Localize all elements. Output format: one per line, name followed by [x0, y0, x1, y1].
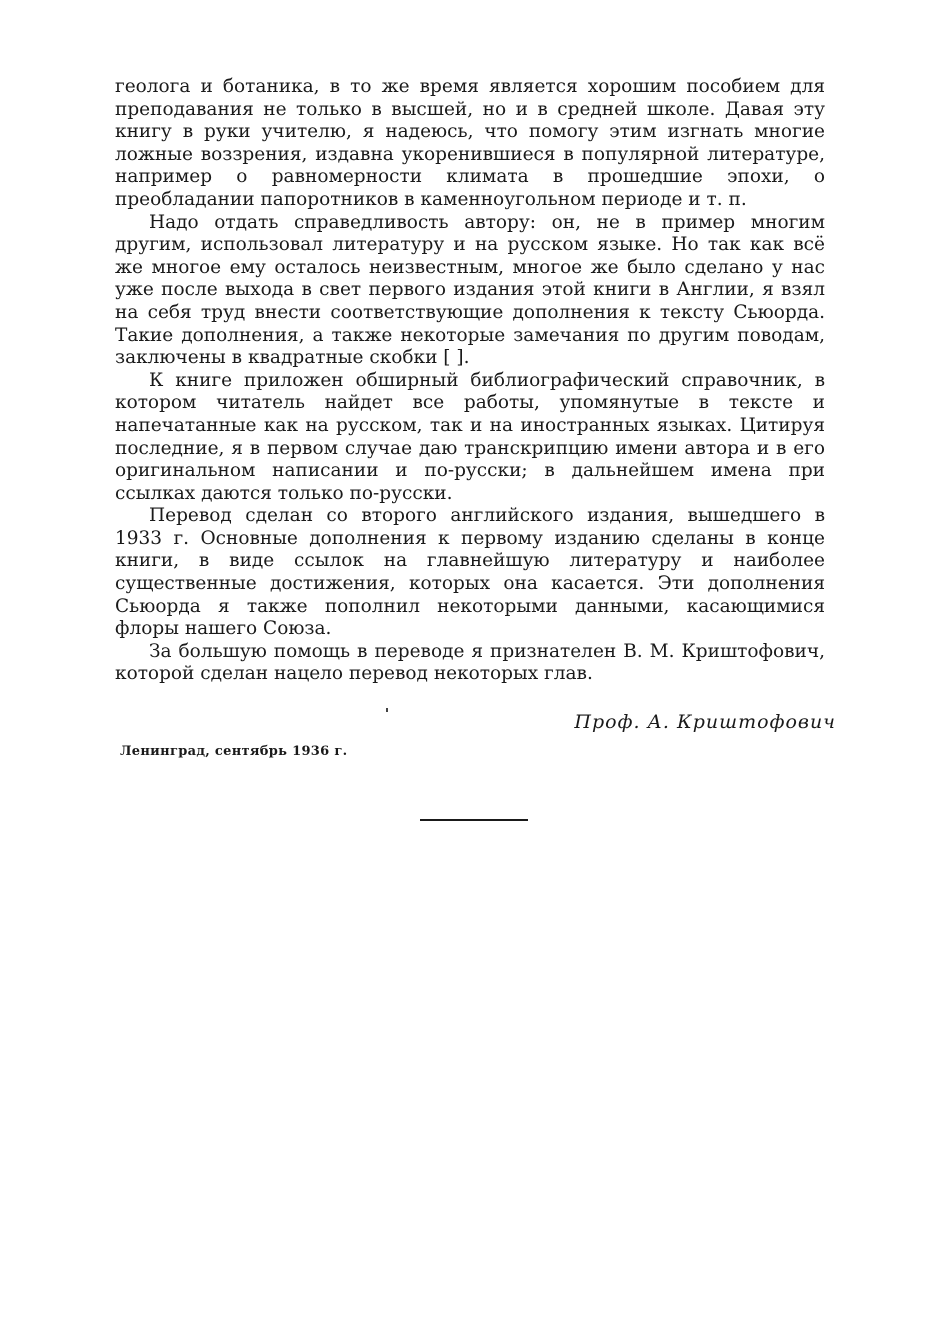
paragraph-bibliography: К книге приложен обширный библиографический справочник, в котором читатель найдет все работы, упомянутые в тексте и напечатанные как на русском, так и на иностранных языках. Цитируя последние, я в первом случае даю транскрипцию имени автора и в его оригинальном написании и по-русски; в дальнейшем имена при ссылках даются только по-русски.: [115, 369, 825, 504]
paragraph-author-fairness: Надо отдать справедливость автору: он, не в пример многим другим, использовал литературу и на русском языке. Но так как всё же многое ему осталось неизвестным, многое же было сделано у нас уже после выхода в свет первого издания этой книги в Англии, я взял на себя труд внести соответствующие дополнения к тексту Сьюорда. Такие дополнения, а также некоторые замечания по другим поводам, заключены в квадратные скобки [ ].: [115, 211, 825, 369]
paragraph-translation-source: Перевод сделан со второго английского издания, вышедшего в 1933 г. Основные дополнения к первому изданию сделаны в конце книги, в виде ссылок на главнейшую литературу и наиболее существенные достижения, которых она касается. Эти дополнения Сьюорда я также пополнил некоторыми данными, касающимися флоры нашего Союза.: [115, 505, 825, 640]
paragraph-acknowledgement: За большую помощь в переводе я признателен В. М. Криштофович, которой сделан нацело перевод некоторых глав.: [115, 640, 825, 685]
paragraph-continuation: геолога и ботаника, в то же время является хорошим пособием для преподавания не только в высшей, но и в средней школе. Давая эту книгу в руки учителю, я надеюсь, что помогу этим изгнать многие ложные воззрения, издавна укоренившиеся в популярной литературе, например о равномерности климата в прошедшие эпохи, о преобладании папоротников в каменноугольном периоде и т. п.: [115, 76, 825, 210]
section-end-rule: [420, 819, 528, 821]
author-signature: Проф. А. Криштофович: [574, 711, 836, 733]
print-speck: [386, 708, 388, 712]
place-and-date: Ленинград, сентябрь 1936 г.: [120, 744, 348, 759]
preface-text: [115, 76, 825, 686]
